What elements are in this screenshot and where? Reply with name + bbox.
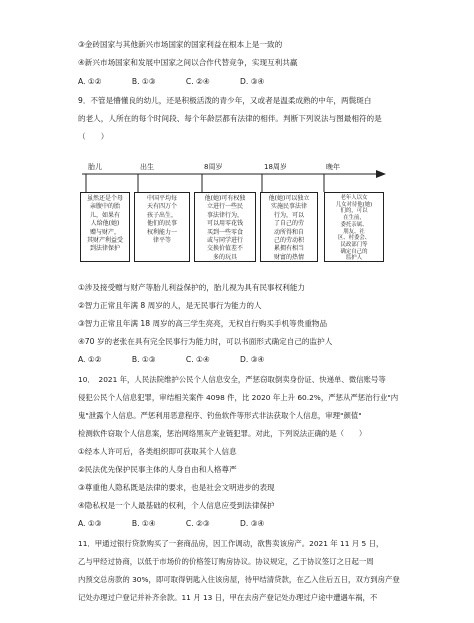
timeline-stage-birth: 出生 [140,163,154,171]
timeline-box-line: 他(她)可以独立 [268,195,310,202]
timeline-box-birth [134,192,190,262]
q11-stem-line-1: 11．甲通过银行贷款购买了一套商品房，因工作调动，欲售卖该房产。2021 年 11 月 5 日， [78,539,384,548]
q9-option-1: ①涉及接受赠与财产等胎儿利益保护的，胎儿视为具有民事权利能力 [78,283,306,292]
timeline-box-age-8 [194,192,256,262]
timeline-box-line: 可以用零花钱 [206,220,243,228]
q9-answer-choices: A. ①② B. ①③ C. ①④ D. ③④ [78,355,265,364]
timeline-box-line: 或与同学进行 [206,237,243,245]
q10-option-3: ③尊重他人隐私既是法律的要求，也是社会文明进步的表现 [78,483,275,492]
timeline-box-line: 老年人以女 [340,195,368,201]
timeline-box-line: 动所得和自 [273,228,304,236]
timeline-box-line: 朋友、社 [343,228,365,235]
q8-option-3: ③金砖国家与其他新兴市场国家的国家利益在根本上是一致的 [78,40,283,49]
q8-answer-choices: A. ①② B. ①③ C. ②④ D. ③④ [78,77,265,86]
timeline-box-line: 人给他(她) [90,220,120,228]
timeline-box-line: 他们的民事 [146,220,177,228]
timeline-box-line: 律平等 [152,237,171,245]
q10-stem-line-4: 检测软件窃取个人信息案，惩治网络黑灰产业链犯罪。对此，下列说法正确的是（ ） [78,429,367,438]
q11-stem-line-4: 记处办理过户登记并补齐余款。11 月 13 日，甲在去房产登记处办理过户途中遭遇车祸，不 [78,593,378,602]
timeline-box-line: 财富的热情 [273,253,304,261]
timeline-box-line: 他(她)可有权独 [204,195,246,202]
timeline-stage-fetus: 胎儿 [88,163,102,171]
timeline-stage-age-18: 18周岁 [264,163,287,171]
q9-option-4: ④70 岁的老张在具有完全民事行为能力时，可以书面形式确定自己的监护人 [78,337,333,346]
timeline-box-line: 己的劳动积 [273,237,304,245]
timeline-stage-age-8: 8周岁 [204,163,223,171]
timeline-box-line: 多的玩具 [212,253,237,261]
q9-stem-line-3: （ ） [78,132,109,141]
q9-option-3: ③智力正常且年满 18 周岁的高三学生亮亮，无权自行购买手机等贵重物品 [78,319,328,328]
timeline-box-line: 监护人 [345,255,363,262]
q8-option-4: ④新兴市场国家和发展中国家之间以合作代替竞争，实现互利共赢 [78,58,298,67]
q9-stem-line-1: 9．不管是懵懂良的幼儿，还是积极活泼的青少年，又或者是温柔成熟的中年，两鬓斑白 [78,96,372,105]
timeline-box-line: 权利能力一 [146,228,177,236]
timeline-box-line: 委托亲属、 [340,221,368,228]
q9-stem-line-2: 的老人，人所在的每个时间段、每个年龄层都有法律的相伴。判断下列说法与图最相符的是 [78,114,382,123]
timeline-box-line: 了自己的劳 [273,220,304,228]
timeline-box-age-18 [260,192,318,262]
timeline-box-line: 累拥有相当 [273,245,304,253]
q11-stem-line-2: 乙与甲经过协商，以低于市场价的价格签订购房协议。协议规定，乙于协议签订之日起一周 [78,557,374,566]
q10-answer-choices: A. ①③ B. ①④ C. ②③ D. ③④ [78,519,265,528]
timeline-box-line: 其财产利益受 [86,237,123,245]
timeline-box-line: 实施民事法律 [270,203,307,211]
timeline-box-line: 天有四万个 [146,203,177,211]
timeline-box-line: 事法律行为， [206,211,243,219]
q10-stem-line-2: 侵犯公民个人信息犯罪，审结相关案件 4098 件，比 2020 年上升 60.2%，严惩从严惩治行业"内 [78,393,399,402]
q11-stem-line-3: 内预交总房款的 30%，即可取得钥匙入住该房屋，待甲结清贷款，在乙入住后五日，双方到房产登 [78,575,400,584]
timeline-box-line: 们的，可以 [340,208,368,215]
timeline-box-line: 民政部门等 [340,241,368,248]
timeline-box-line: 虽然还是个母 [86,195,123,202]
timeline-box-line: 到法律保护 [89,245,120,253]
timeline-box-line: 中国平均每 [146,195,177,202]
timeline-stage-old-age: 晚年 [326,163,340,171]
timeline-box-line: 区、村委会、 [337,235,371,242]
timeline-box-fetus [80,192,130,262]
timeline-box-line: 儿，如果有 [89,211,120,219]
q10-stem-line-1: 10． 2021 年，人民法院维护公民个人信息安全，严惩窃取倒卖身份证、快递单、微信账号等 [78,375,386,384]
q10-stem-line-3: 鬼"泄露个人信息。严惩利用恶意程序、钓鱼软件等形式非法获取个人信息，审理"颜值" [78,411,362,420]
timeline-box-line: 孩子出生， [146,211,177,219]
timeline-box-line: 儿女对待他(她) [335,201,373,208]
timeline-box-line: 行为，可以 [273,211,304,219]
q10-option-4: ④隐私权是一个人最基础的权利，个人信息应受到法律保护 [78,501,275,510]
q10-option-2: ②民法优先保护民事主体的人身自由和人格尊严 [78,465,237,474]
timeline-box-line: 在生前， [343,215,365,222]
timeline-box-line: 亲腹中的胎 [89,203,120,211]
q9-timeline-figure [80,160,392,285]
q9-option-2: ②智力正常且年满 8 周岁的人，是无民事行为能力的人 [78,301,262,310]
timeline-box-line: 立进行一些民 [206,203,243,211]
timeline-box-line: 赠与财产， [89,228,120,236]
timeline-box-line: 交换价值差不 [206,245,243,253]
timeline-box-old-age [324,192,384,262]
timeline-box-line: 确定自己的 [340,248,368,255]
q10-option-1: ①经本人许可后，各类组织即可获取其个人信息 [78,447,237,456]
timeline-box-line: 买到一些零食 [206,228,243,236]
